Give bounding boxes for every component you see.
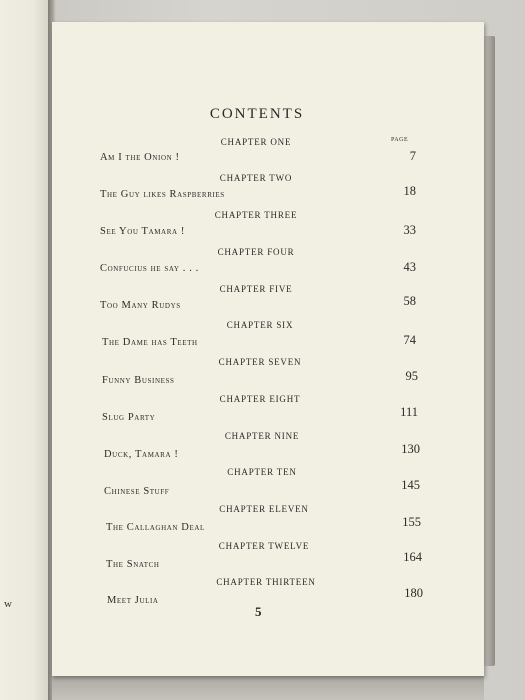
chapter-page-number: 43 (403, 260, 416, 274)
left-facing-page (0, 0, 49, 700)
chapter-title: Funny Business (102, 375, 175, 386)
chapter-label: CHAPTER ONE (220, 137, 292, 147)
chapter-title: The Guy likes Raspberries (100, 189, 225, 200)
chapter-title: Meet Julia (107, 595, 159, 606)
chapter-page-number: 145 (401, 478, 420, 492)
chapter-label: CHAPTER SEVEN (218, 357, 302, 367)
chapter-label: CHAPTER NINE (224, 431, 300, 441)
chapter-label: CHAPTER THIRTEEN (216, 577, 316, 587)
chapter-label: CHAPTER EIGHT (219, 394, 301, 404)
page-bottom-shadow (52, 672, 484, 700)
chapter-page-number: 155 (402, 515, 421, 529)
chapter-title: Too Many Rudys (100, 300, 181, 311)
chapter-title: The Callaghan Deal (106, 522, 205, 533)
chapter-label: CHAPTER SIX (226, 320, 294, 330)
chapter-title: Confucius he say . . . (100, 263, 199, 274)
chapter-label: CHAPTER TWO (219, 173, 293, 183)
chapter-title: Am I the Onion ! (100, 152, 180, 163)
chapter-title: Chinese Stuff (104, 486, 170, 497)
chapter-page-number: 33 (403, 223, 416, 237)
chapter-label: CHAPTER TWELVE (218, 541, 310, 551)
chapter-page-number: 130 (401, 442, 420, 456)
chapter-label: CHAPTER THREE (214, 210, 298, 220)
contents-heading: CONTENTS (209, 106, 305, 122)
chapter-page-number: 111 (400, 405, 418, 419)
chapter-label: CHAPTER ELEVEN (219, 504, 309, 514)
chapter-title: The Dame has Teeth (102, 337, 198, 348)
chapter-title: Slug Party (102, 412, 156, 423)
chapter-title: See You Tamara ! (100, 226, 185, 237)
page-folio-number: 5 (255, 604, 262, 619)
chapter-label: CHAPTER TEN (227, 467, 297, 477)
left-page-text-fragment: w (4, 598, 12, 610)
chapter-title: The Snatch (106, 559, 160, 570)
chapter-label: CHAPTER FOUR (217, 247, 295, 257)
chapter-page-number: 95 (405, 369, 418, 383)
chapter-label: CHAPTER FIVE (219, 284, 293, 294)
page-column-label: PAGE (391, 137, 409, 143)
chapter-title: Duck, Tamara ! (104, 449, 179, 460)
chapter-page-number: 180 (404, 586, 423, 600)
chapter-page-number: 164 (403, 550, 422, 564)
chapter-page-number: 74 (403, 333, 416, 347)
chapter-page-number: 7 (409, 149, 416, 163)
chapter-page-number: 18 (403, 184, 416, 198)
chapter-page-number: 58 (403, 294, 416, 308)
